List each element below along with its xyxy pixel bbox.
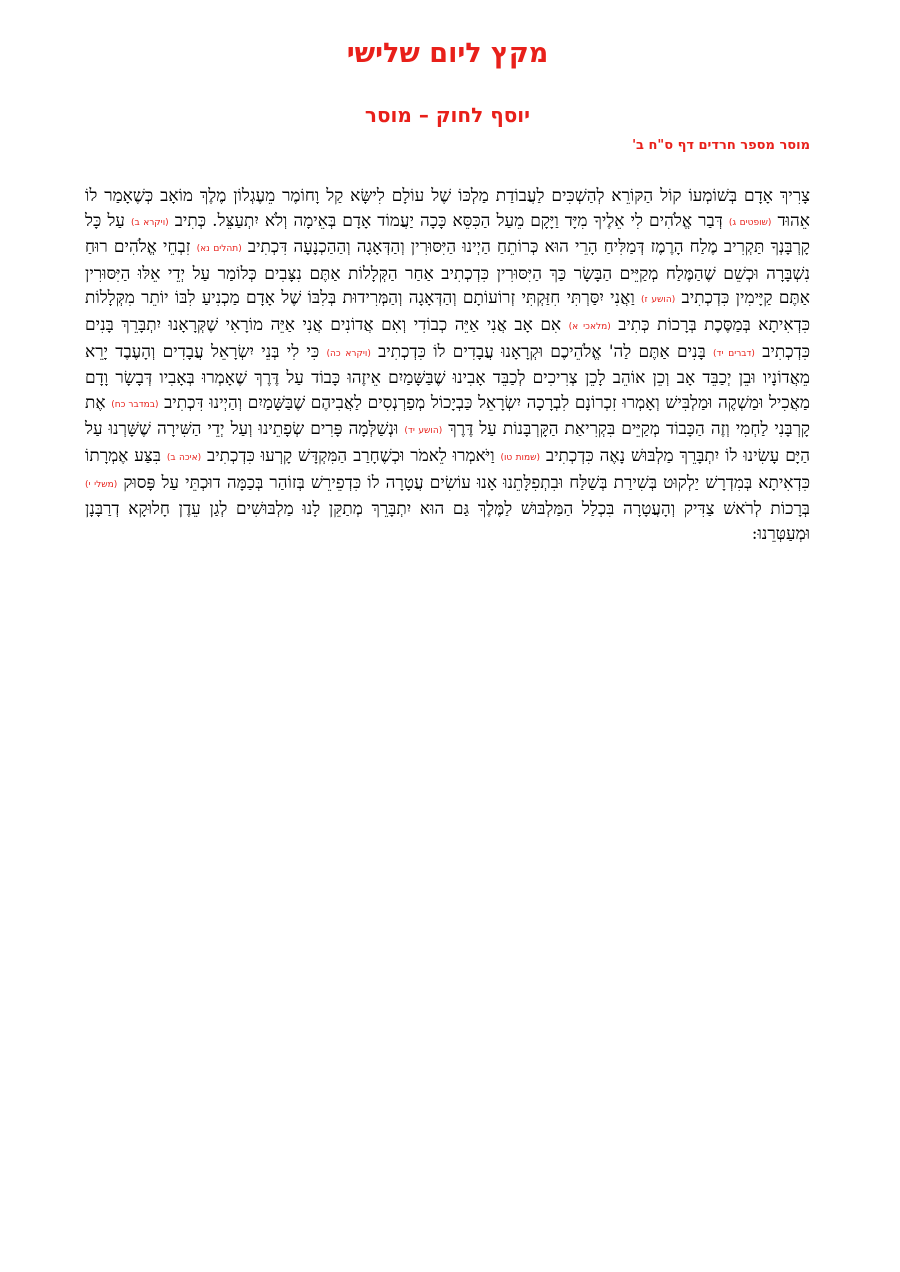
scripture-reference: (במדבר כח) [111,399,159,410]
scripture-reference: (שופטים ג) [728,217,772,228]
section-subtitle: יוסף לחוק – מוסר [364,103,531,127]
body-text-run: זִבְחֵי אֱלֹהִים רוּחַ נִשְׁבָּרָה וּכְשֵׁם שֶׁהַמֶּלַח מְקַיֵּים הַבָּשָׂר כַּךְ הַיִּסּוּרִין כִּדְכְתִיב אַחַר הַקְּלָלוֹת אַתֶּם נִצָּבִים כְּלוֹמַר עַל יְדֵי אֵלּוּ הַיִּסּוּרִין אַתֶּם קַיָּימִין כִּדְכְתִיב [85,237,810,309]
body-text-run: צָרִיךְ אָדָם בְּשׁוֹמְעוֹ קוֹל הַקּוֹרֵא לְהַשְׁכִּים לַעֲבוֹדַת מַלְכּוֹ שֶׁל עוֹלָם לִישָּׂא קַל וָחוֹמֶר מֵעֶגְלוֹן מֶלֶךְ מוֹאָב כְּשֶׁאָמַר לוֹ אֵהוּד [85,186,810,231]
scripture-reference: (מלאכי א) [568,321,611,332]
body-text-run: וַיֹּאמְרוּ לֵאמֹר וּכְשֶׁחָרַב הַמִּקְדָּשׁ קָרְעוּ כִּדְכְתִיב [207,445,495,466]
scripture-reference: (ויקרא ב) [130,217,169,228]
body-text-run: עַל כָּל קָרְבָּנְךָ תַּקְרִיב מֶלַח הָרֶמֶז דְּמַלִּיחַ הָרֵי הוּא כְּרוֹתֵחַ הַיְינוּ הַיִּסּוּרִין וְהַדְּאָגָה וְהַהַכְנָעָה דִּכְתִיב [85,210,810,258]
scripture-reference: (תהלים נא) [196,244,242,255]
scripture-reference: (דברים יד) [713,348,755,359]
body-text-run: וּנְשַׁלְּמָה פָּרִים שְׂפָתֵינוּ וְעַל יְדֵי הַשִּׁירָה שֶׁשָּׁרְנוּ עַל הַיָּם עָשִׂינוּ לוֹ יִתְבָּרֵךְ מַלְבּוּשׁ נָאֶה כִּדְכְתִיב [85,419,811,466]
scripture-reference: (הושע יד) [404,426,443,437]
scripture-reference: (שמות טו) [500,452,540,463]
body-text-run: אֶת קָרְבָּנִי לַחְמִי וְזֶה הַכָּבוֹד מְקַיֵּים בִּקְרִיאַת הַקָּרְבָּנוֹת עַל דֶּרֶךְ [85,392,811,440]
scripture-reference: (איכה ב) [166,452,202,463]
page-title: מקץ ליום שלישי [346,38,549,69]
body-text-run: אִם אָב אֲנִי אַיֵּה כְבוֹדִי וְאִם אֲדוֹנִים אֲנִי אַיֵּה מוֹרָאִי שֶׁקְּרָאָנוּ יִתְבָּרֵךְ בָּנִים כִּדְכְתִיב [85,314,811,362]
body-text-run: בְּרָכוֹת לְרֹאשׁ צַדִּיק וְהָעֲטָרָה בִּכְלַל הַמַּלְבּוּשׁ לַמֶּלֶךְ גַּם הוּא יִתְבָּרֵךְ מְתַקֵּן לָנוּ מַלְבּוּשִׁים לְגַן עֵדֶן חָלוּקָא דְרַבָּנָן וּמְעַטְּרֵנוּ: [85,499,810,544]
source-reference: מוסר מספר חרדים דף ס"ח ב' [632,138,810,153]
scripture-reference: (הושע ז) [641,295,676,306]
body-text-run: כִּי לִי בְּנֵי יִשְׂרָאֵל עֲבָדִים וְהָעֶבֶד יָרֵא מֵאֲדוֹנָיו וּבֵן יְכַבֵּד אָב וְכֵן אוֹהֵב לָכֵן צְרִיכִים לְכַבֵּד אָבִינוּ שֶׁבַּשָּׁמַיִם אֵיזֶהוּ כָּבוֹד עַל דֶּרֶךְ שֶׁאָמְרוּ בְּאָבִיו דְּבָשָׂר וָדָם מַאֲכִיל וּמַשְׁקֶה וּמַלְבִּישׁ וְאָמְרוּ זִכְרוֹנָם לִבְרָכָה יִשְׂרָאֵל כַּבְיָכוֹל מְפַרְנְסִים לַאֲבִיהֶם שֶׁבַּשָּׁמַיִם וְהַיְינוּ דִּכְתִיב [85,341,810,413]
body-text-run: בָּנִים אַתֶּם לַה' אֱלֹהֵיכֶם וּקְרָאָנוּ עֲבָדִים לוֹ כִּדְכְתִיב [378,341,706,362]
scripture-reference: (ויקרא כה) [326,348,371,359]
body-text-run: בִּצַּע אֶמְרָתוֹ כִּדְאִיתָא בְּמִדְרָשׁ יַלְקוּט בְּשִׁירַת בְּשַׁלַּח וּבִתְפִלָּתֵנוּ אָנוּ עוֹשִׂים עֲטָרָה לוֹ כִּדְפֵירֵשׁ בְּזוֹהַר בְּכַמָּה דוּכְתֵּי עַל פָּסוּק [85,445,810,493]
scripture-reference: (משלי י) [85,479,118,490]
body-text-run: וַאֲנִי יִסַּרְתִּי חִזַּקְתִּי זְרוֹעוֹתָם וְהַדְּאָגָה וְהַמְּרִידוּת בְּלִבּוֹ שֶׁל אָדָם מַכְנִיעַ לִבּוֹ יוֹתֵר מִקְּלָלוֹת כִּדְאִיתָא בְּמַסֶּכֶת בְּרָכוֹת כְּתִיב [85,288,811,335]
body-paragraph [85,184,810,546]
body-text-run: דְּבַר אֱלֹהִים לִי אֵלֶיךָ מִיָּד וַיָּקָם מֵעַל הַכִּסֵּא כָּכָה יַעֲמוֹד אָדָם בְּאֵימָה וְלֹא יִתְעַצֵּל. כְּתִיב [174,210,723,231]
